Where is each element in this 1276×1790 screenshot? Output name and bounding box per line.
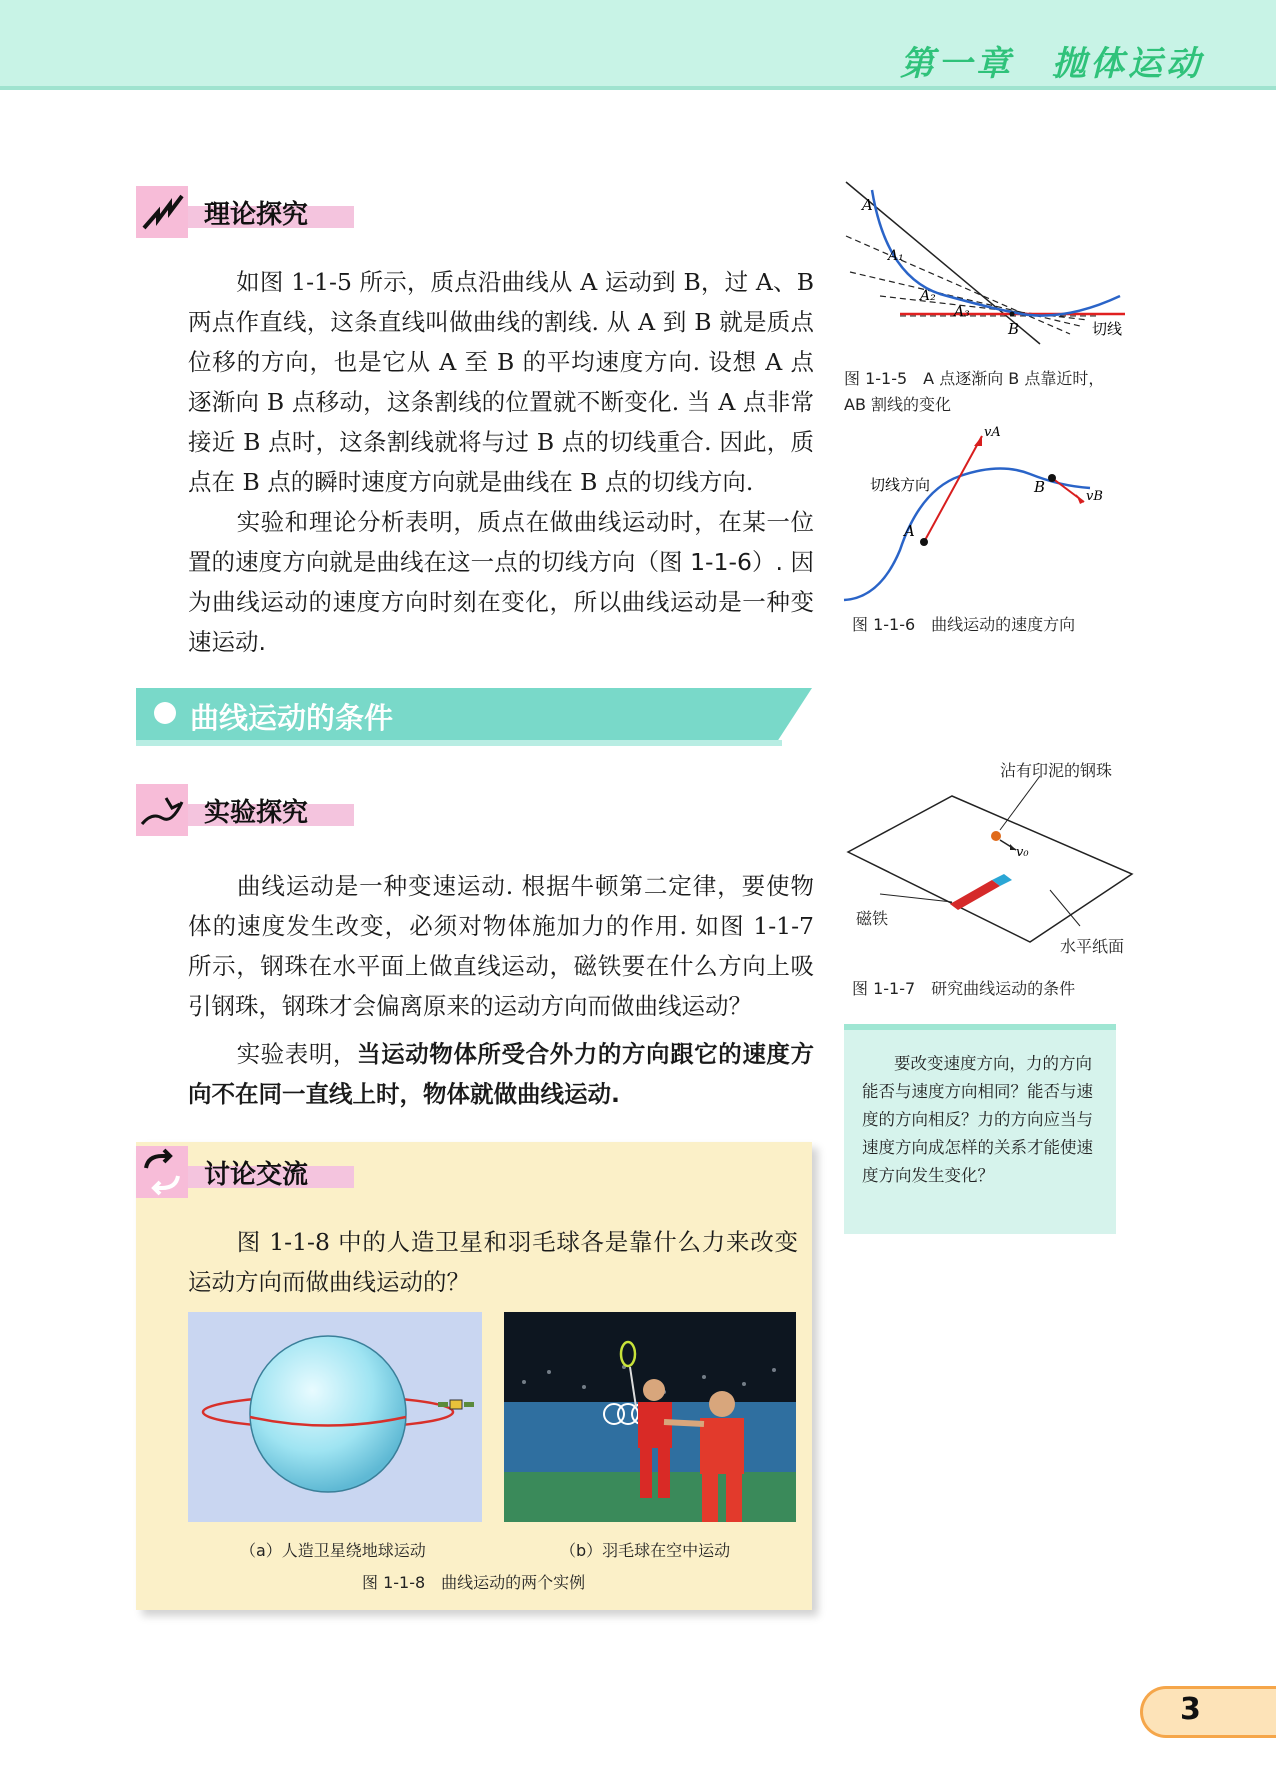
theory-heading bbox=[136, 186, 356, 238]
svg-text:vA: vA bbox=[984, 425, 1001, 440]
svg-text:B: B bbox=[1008, 320, 1020, 338]
paper-label: 水平纸面 bbox=[1060, 937, 1125, 956]
svg-text:B: B bbox=[1034, 478, 1046, 496]
figure-1-1-6-caption: 图 1-1-6 曲线运动的速度方向 bbox=[852, 615, 1076, 634]
svg-text:A: A bbox=[862, 196, 873, 214]
ball-label: 沾有印泥的钢珠 bbox=[1000, 761, 1113, 780]
caption-a: （a）人造卫星绕地球运动 bbox=[240, 1541, 426, 1560]
svg-text:A₂: A₂ bbox=[920, 288, 936, 304]
experiment-label: 实验探究 bbox=[204, 798, 309, 828]
magnet-label: 磁铁 bbox=[856, 909, 889, 928]
section-title: 曲线运动的条件 bbox=[190, 701, 394, 735]
svg-text:切线方向: 切线方向 bbox=[870, 476, 931, 494]
experiment-paragraph-2: 实验表明，当运动物体所受合外力的方向跟它的速度方向不在同一直线上时，物体就做曲线运动. bbox=[188, 1040, 814, 1108]
chapter-title: 第一章 抛体运动 bbox=[900, 44, 1204, 84]
satellite-icon bbox=[438, 1400, 474, 1409]
figure-1-1-7-caption: 图 1-1-7 研究曲线运动的条件 bbox=[852, 979, 1076, 998]
satellite-orbit-figure bbox=[188, 1312, 482, 1522]
theory-label: 理论探究 bbox=[204, 200, 309, 230]
theory-paragraph-1: 如图 1-1-5 所示，质点沿曲线从 A 运动到 B，过 A、B 两点作直线，这条直线叫做曲线的割线. 从 A 到 B 就是质点位移的方向，也是它从 A 至 B 的平均速度方向. 设想 A 点逐渐向 B 点移动，这条割线的位置就不断变化. 当 A 点非常接近 B 点时，这条割线就将与过 B 点的切线重合. 因此，质点在 B 点的瞬时速度方向就是曲线在 B 点的切线方向. bbox=[188, 268, 814, 496]
badminton-photo bbox=[504, 1312, 796, 1522]
zigzag-arrow-icon bbox=[136, 186, 188, 238]
page-number: 3 bbox=[1180, 1692, 1201, 1727]
svg-text:A₁: A₁ bbox=[888, 248, 904, 264]
caption-b: （b）羽毛球在空中运动 bbox=[560, 1541, 731, 1560]
discussion-label: 讨论交流 bbox=[204, 1160, 309, 1190]
exchange-arrows-icon bbox=[136, 1146, 188, 1198]
theory-paragraph-2: 实验和理论分析表明，质点在做曲线运动时，在某一位置的速度方向就是曲线在这一点的切线方向（图 1-1-6）. 因为曲线运动的速度方向时刻在变化，所以曲线运动是一种变速运动. bbox=[188, 508, 814, 656]
svg-text:A: A bbox=[904, 522, 915, 540]
figure-1-1-8-caption: 图 1-1-8 曲线运动的两个实例 bbox=[362, 1573, 586, 1592]
side-note: 要改变速度方向，力的方向能否与速度方向相同？能否与速度的方向相反？力的方向应当与速度方向成怎样的关系才能使速度方向发生变化？ bbox=[844, 1024, 1116, 1234]
page-number-tab bbox=[1140, 1686, 1276, 1738]
svg-text:A₃: A₃ bbox=[954, 304, 970, 320]
section-banner bbox=[136, 688, 812, 746]
header-rule bbox=[0, 86, 1276, 90]
experiment-heading bbox=[136, 784, 356, 836]
bullet-dot-icon bbox=[154, 702, 176, 724]
experiment-paragraph-1: 曲线运动是一种变速运动. 根据牛顿第二定律，要使物体的速度发生改变，必须对物体施加力的作用. 如图 1-1-7 所示，钢珠在水平面上做直线运动，磁铁要在什么方向上吸引钢珠，钢珠才会偏离原来的运动方向而做曲线运动？ bbox=[188, 872, 814, 1020]
svg-text:切线: 切线 bbox=[1092, 320, 1123, 338]
figure-1-1-5 bbox=[840, 176, 1140, 356]
discussion-question: 图 1-1-8 中的人造卫星和羽毛球各是靠什么力来改变运动方向而做曲线运动的？ bbox=[188, 1228, 798, 1296]
svg-text:v₀: v₀ bbox=[1016, 845, 1029, 860]
svg-text:vB: vB bbox=[1086, 489, 1103, 504]
figure-1-1-5-caption: 图 1-1-5 A 点逐渐向 B 点靠近时， AB 割线的变化 bbox=[844, 369, 1105, 414]
figure-1-1-6 bbox=[840, 420, 1140, 606]
discussion-heading bbox=[136, 1146, 356, 1198]
flask-icon bbox=[136, 784, 188, 836]
